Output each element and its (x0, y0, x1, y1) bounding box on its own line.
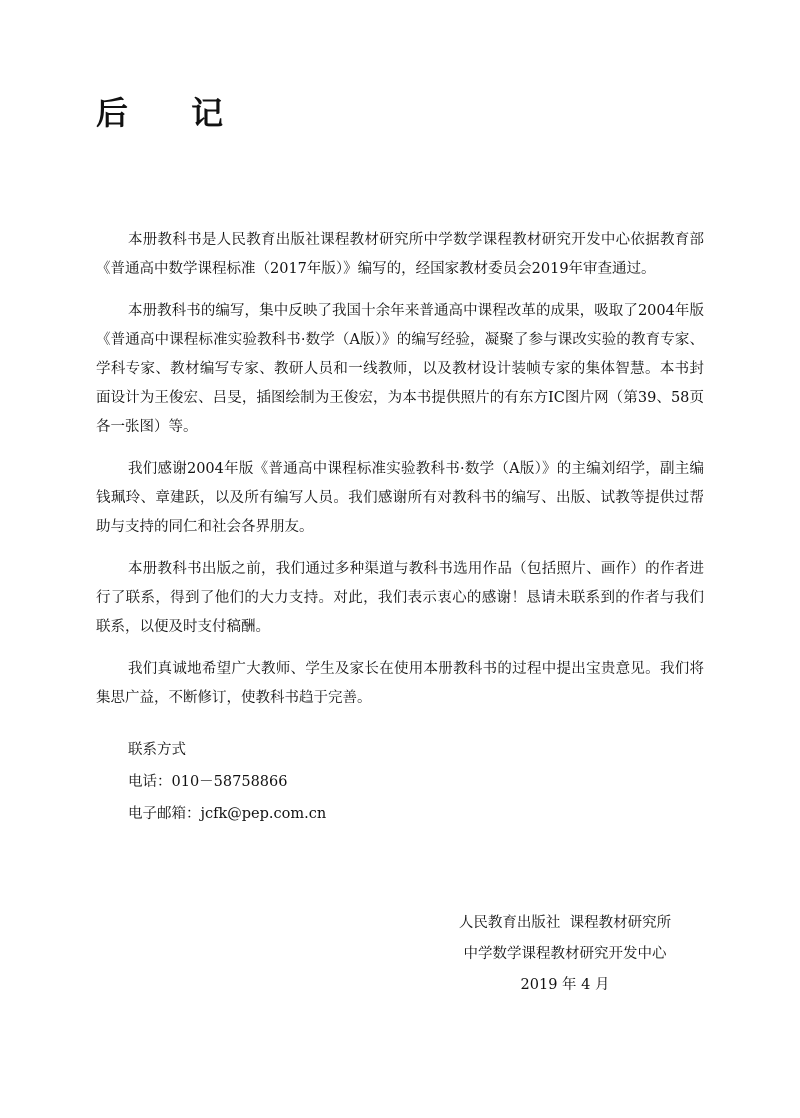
signoff-center: 中学数学课程教材研究开发中心 (463, 946, 667, 962)
paragraph-1: 本册教科书是人民教育出版社课程教材研究所中学数学课程教材研究开发中心依据教育部《普通高中数学课程标准（2017年版）》编写的，经国家教材委员会2019年审查通过。 (96, 232, 704, 277)
contact-heading: 联系方式 (128, 742, 186, 758)
page-title: 后 记 (96, 94, 250, 132)
paragraph-2: 本册教科书的编写，集中反映了我国十余年来普通高中课程改革的成果，吸取了2004年版《普通高中课程标准实验教科书·数学（A版）》的编写经验，凝聚了参与课改实验的教育专家、学科专家、教材编写专家、教研人员和一线教师，以及教材设计装帧专家的集体智慧。本书封面设计为王俊宏、吕旻，插图绘制为王俊宏，为本书提供照片的有东方IC图片网（第39、58页各一张图）等。 (96, 303, 704, 435)
contact-block (128, 736, 326, 832)
paragraph-3: 我们感谢2004年版《普通高中课程标准实验教科书·数学（A版）》的主编刘绍学，副主编钱珮玲、章建跃，以及所有编写人员。我们感谢所有对教科书的编写、出版、试教等提供过帮助与支持的同仁和社会各界朋友。 (96, 461, 704, 535)
signoff-publisher: 人民教育出版社 课程教材研究所 (458, 915, 672, 931)
paragraph-5: 我们真诚地希望广大教师、学生及家长在使用本册教科书的过程中提出宝贵意见。我们将集思广益，不断修订，使教科书趋于完善。 (96, 661, 704, 706)
signoff-date: 2019 年 4 月 (520, 977, 610, 993)
paragraph-4: 本册教科书出版之前，我们通过多种渠道与教科书选用作品（包括照片、画作）的作者进行了联系，得到了他们的大力支持。对此，我们表示衷心的感谢！恳请未联系到的作者与我们联系，以便及时支付稿酬。 (96, 561, 704, 635)
signoff-block (410, 908, 720, 1001)
contact-email: 电子邮箱：jcfk@pep.com.cn (128, 806, 327, 822)
afterword-body (96, 226, 704, 726)
contact-phone: 电话：010－58758866 (128, 774, 288, 790)
